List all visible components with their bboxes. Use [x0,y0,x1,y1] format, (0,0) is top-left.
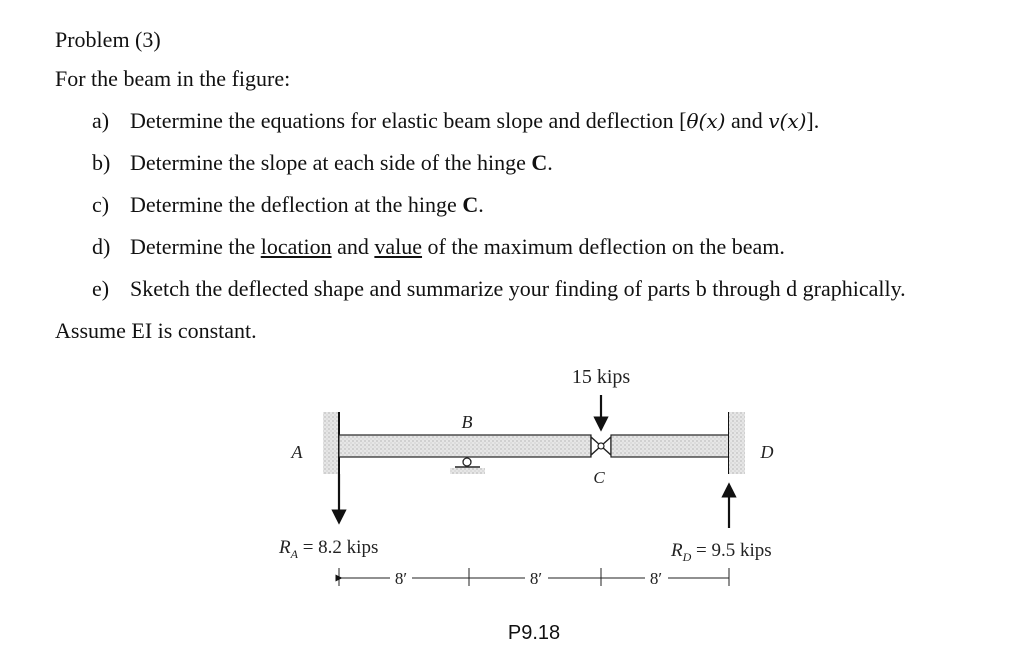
v-expression: v(x) [768,109,807,133]
assumption-text: Assume EI is constant. [55,318,257,343]
part-e-text: Sketch the deflected shape and summarize your finding of parts b through d graphically. [130,276,906,301]
theta-expression: θ(x) [686,109,726,133]
dimension-1: 8′ [394,569,408,588]
part-b-text: Determine the slope at each side of the hinge [130,150,532,175]
hinge-pin [598,443,604,449]
label-c: C [593,468,605,487]
part-a-label: a) [92,108,110,133]
dimension-3: 8′ [649,569,663,588]
part-d-label: d) [92,234,111,259]
reaction-a-label: $R_A = 8.2$ kips [279,537,379,561]
load-label: 15 kips [571,366,631,388]
part-a-end: ]. [806,108,820,133]
label-b: B [461,412,473,432]
part-a-text: Determine the equations for elastic beam slope and deflection [ [130,108,687,133]
part-d-end: of the maximum deflection on the beam. [422,234,785,259]
intro-text: For the beam in the figure: [55,66,291,91]
problem-heading: Problem (3) [55,27,161,52]
part-b-label: b) [92,150,111,175]
part-e-label: e) [92,276,110,301]
label-d: D [760,442,774,462]
dimension-2: 8′ [529,569,543,588]
beam-segment-ac [339,435,591,457]
part-c-end: . [478,192,484,217]
roller-support-b [463,458,471,466]
reaction-d-label: $R_D = 9.5$ kips [671,540,772,564]
part-d-text: Determine the [130,234,261,259]
part-c-label: c) [92,192,110,217]
part-a-and: and [725,108,769,133]
fixed-wall-a [323,412,339,474]
hinge-c-bold: C [531,150,548,175]
location-underlined: location [260,234,332,259]
label-a: A [291,442,303,462]
part-b-end: . [547,150,553,175]
value-underlined: value [374,234,423,259]
beam-segment-cd [611,435,729,457]
roller-ground [450,468,485,474]
hinge-c-bold: C [462,192,479,217]
part-d-and: and [331,234,375,259]
part-c-text: Determine the deflection at the hinge [130,192,463,217]
fixed-wall-d [729,412,745,474]
figure-caption: P9.18 [507,622,561,644]
